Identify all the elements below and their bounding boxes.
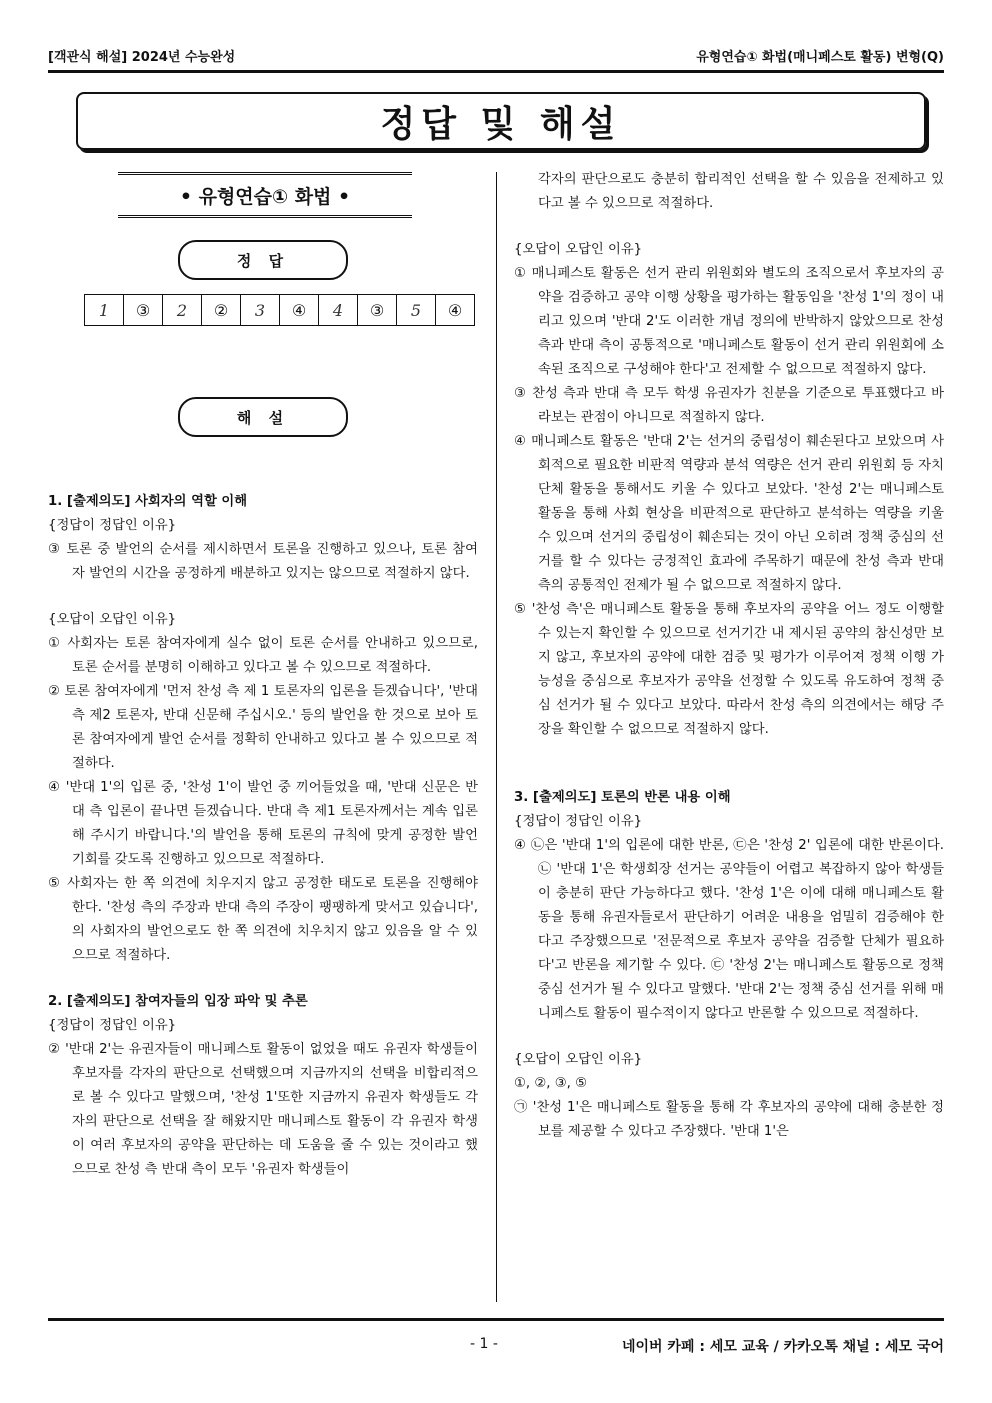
label-text: {오답이 오답인 이유} [48, 612, 177, 627]
footer-credit: 네이버 카페 : 세모 교육 / 카카오톡 채널 : 세모 국어 [621, 1339, 944, 1355]
label-text: {오답이 오답인 이유} [514, 242, 643, 257]
explanation-item: ㉠ '찬성 1'은 매니페스토 활동을 통해 각 후보자의 공약에 대해 충분한 정보를 제공할 수 있다고 주장했다. '반대 1'은 [514, 1100, 944, 1139]
answer-value: ③ [124, 295, 163, 326]
column-divider [496, 172, 497, 1302]
spacer [514, 216, 944, 238]
label-text: {오답이 오답인 이유} [514, 1052, 643, 1067]
answer-value: ③ [358, 295, 397, 326]
answer-num: 5 [397, 295, 436, 326]
explanation-item: ⑤ '찬성 측'은 매니페스토 활동을 통해 후보자의 공약을 어느 정도 이행할 수 있는지 확인할 수 있으므로 선거기간 내 제시된 공약의 참신성만 보지 않고, 후보자의 공약에 대한 검증 및 평가가 이루어져 정책 이행 가능성을 중심으로 후보자가 공약을 선정할 수 있도록 유도하여 정책 중심 선거가 될 수 있다고 보았다. 따라서 찬성 측의 의견에서는 해당 주장을 확인할 수 없으므로 적절하지 않다. [514, 602, 944, 737]
answer-table [84, 294, 475, 326]
explanation-item: ④ ㉡은 '반대 1'의 입론에 대한 반론, ㉢은 '찬성 2' 입론에 대한 반론이다. ㉡ '반대 1'은 학생회장 선거는 공약들이 어렵고 복잡하지 않아 학생들이 충분히 판단 가능하다고 했다. '찬성 1'은 이에 대해 매니페스토 활동을 통해 유권자들로서 판단하기 어려운 내용을 엄밀히 검증해야 한다고 주장했으므로 '전문적으로 후보자 공약을 검증할 단체가 필요하다'고 반론을 제기할 수 있다. ㉢ '찬성 2'는 매니페스토 활동으로 정책 중심 선거가 될 수 있다고 말했다. '반대 2'는 정책 중심 선거를 위해 매니페스토 활동이 필수적이지 않다고 반론할 수 있으므로 적절하다. [514, 838, 944, 1021]
page-title: 정답 및 해설 [380, 103, 622, 145]
answer-value: ② [202, 295, 241, 326]
footer-rule [48, 1318, 944, 1321]
answer-value: ④ [436, 295, 475, 326]
header-rule [48, 70, 944, 73]
section-title: • 유형연습① 화법 • [118, 172, 412, 218]
explanation-item: ④ '반대 1'의 입론 중, '찬성 1'이 발언 중 끼어들었을 때, '반대 신문은 반대 측 입론이 끝나면 듣겠습니다. 반대 측 제1 토론자께서는 계속 입론해 주시기 바랍니다.'의 발언을 통해 토론의 규칙에 맞게 공정한 발언 기회를 갖도록 진행하고 있으므로 적절하다. [48, 780, 478, 867]
label-text: {정답이 정답인 이유} [514, 814, 643, 829]
header-right: 유형연습① 화법(매니페스토 활동) 변형(Q) [696, 50, 944, 65]
answer-num: 2 [163, 295, 202, 326]
label-text: {정답이 정답인 이유} [48, 518, 177, 533]
answer-num: 4 [319, 295, 358, 326]
right-column [514, 168, 944, 1144]
spacer [48, 968, 478, 990]
title-box [76, 92, 926, 150]
header-left: [객관식 해설] 2024년 수능완성 [48, 50, 236, 65]
spacer [514, 1026, 944, 1048]
page-header [48, 46, 944, 66]
answer-num: 1 [85, 295, 124, 326]
answer-pill: 정 답 [178, 240, 348, 280]
explanation-item: ⑤ 사회자는 한 쪽 의견에 치우지지 않고 공정한 태도로 토론을 진행해야 한다. '찬성 측의 주장과 반대 측의 주장이 팽팽하게 맞서고 있습니다',의 사회자의 발언으로도 한 쪽 의견에 치우치지 않고 있음을 알 수 있으므로 적절하다. [48, 876, 478, 963]
explanation-item: ① 매니페스토 활동은 선거 관리 위원회와 별도의 조직으로서 후보자의 공약을 검증하고 공약 이행 상황을 평가하는 활동임을 '찬성 1'의 정이 내리고 있으며 '반대 2'도 이러한 개념 정의에 반박하지 않았으므로 찬성 측과 반대 측이 공통적으로 '매니페스토 활동이 선거 관리 위원회에 소속된 조직으로 구성해야 한다'고 전제할 수 없으므로 적절하지 않다. [514, 266, 944, 377]
label-text: ①, ②, ③, ⑤ [514, 1076, 588, 1091]
explanation-item: ② '반대 2'는 유권자들이 매니페스토 활동이 없었을 때도 유권자 학생들이 후보자를 각자의 판단으로 선택했으며 지금까지의 선택을 비합리적으로 볼 수 있다고 말했으며, '찬성 1'또한 지금까지 유권자 학생들도 각자의 판단으로 선택을 잘 해왔지만 매니페스토 활동이 각 유권자 학생이 여러 후보자의 공약을 판단하는 데 도움을 줄 수 있는 것이라고 했으므로 찬성 측 반대 측이 모두 '유권자 학생들이 [48, 1042, 478, 1177]
answer-value: ④ [280, 295, 319, 326]
spacer [514, 764, 944, 786]
left-column [48, 490, 478, 1182]
explanation-item: ① 사회자는 토론 참여자에게 실수 없이 토론 순서를 안내하고 있으므로, 토론 순서를 분명히 이해하고 있다고 볼 수 있으므로 적절하다. [48, 636, 478, 675]
page-number: - 1 - [470, 1336, 498, 1352]
explanation-item: ④ 매니페스토 활동은 '반대 2'는 선거의 중립성이 훼손된다고 보았으며 사회적으로 필요한 비판적 역량과 분석 역량은 선거 관리 위원회 등 자치 단체 활동을 통해서도 키울 수 있다고 보았다. '찬성 2'는 매니페스토 활동을 통해 사회 현상을 비판적으로 판단하고 분석하는 역량을 키울 수 있으며 선거의 중립성이 훼손되는 것이 아닌 오히려 정책 중심의 선거를 할 수 있다는 긍정적인 효과에 주목하기 때문에 찬성 측과 반대 측의 공통적인 전제가 될 수 없으므로 적절하지 않다. [514, 434, 944, 593]
spacer [514, 742, 944, 764]
question-heading: 1. [출제의도] 사회자의 역할 이해 [48, 494, 248, 509]
explanation-item: ③ 토론 중 발언의 순서를 제시하면서 토론을 진행하고 있으나, 토론 참여자 발언의 시간을 공정하게 배분하고 있지는 않으므로 적절하지 않다. [48, 542, 478, 581]
explanation-pill: 해 설 [178, 397, 348, 437]
question-heading: 3. [출제의도] 토론의 반론 내용 이해 [514, 790, 731, 805]
answer-num: 3 [241, 295, 280, 326]
explanation-item: ② 토론 참여자에게 '먼저 찬성 측 제 1 토론자의 입론을 듣겠습니다', '반대 측 제2 토론자, 반대 신문해 주십시오.' 등의 발언을 한 것으로 보아 토론 참여자에게 발언 순서를 정확히 안내하고 있다고 볼 수 있으므로 적절하다. [48, 684, 478, 771]
label-text: {정답이 정답인 이유} [48, 1018, 177, 1033]
question-heading: 2. [출제의도] 참여자들의 입장 파악 및 추론 [48, 994, 308, 1009]
explanation-item: ③ 찬성 측과 반대 측 모두 학생 유권자가 친분을 기준으로 투표했다고 바라보는 관점이 아니므로 적절하지 않다. [514, 386, 944, 425]
spacer [48, 586, 478, 608]
continued-text: 각자의 판단으로도 충분히 합리적인 선택을 할 수 있음을 전제하고 있다고 볼 수 있으므로 적절하다. [538, 172, 944, 211]
